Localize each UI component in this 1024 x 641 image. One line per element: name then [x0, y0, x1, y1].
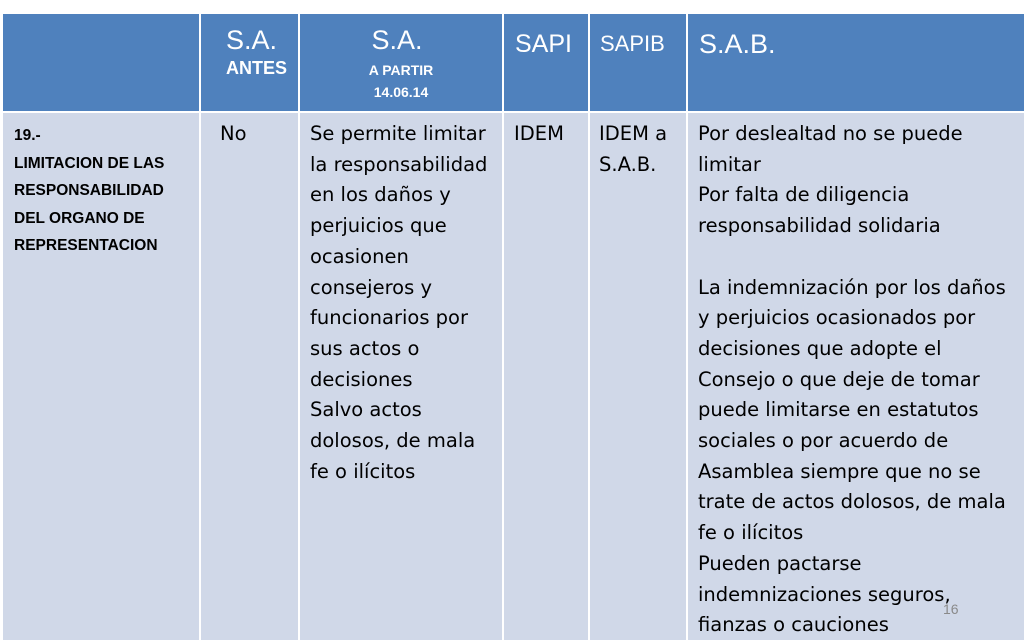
header-sa-a-partir-sub2: 14.06.14 — [373, 84, 429, 100]
cell-sapi-text: IDEM — [514, 122, 564, 145]
header-sab-title: S.A.B. — [699, 29, 776, 59]
header-sa-a-partir-title: S.A. — [371, 25, 423, 55]
cell-sa-antes — [201, 113, 298, 640]
header-sapib — [590, 14, 686, 111]
header-cell-blank — [3, 14, 199, 111]
header-sapi — [504, 14, 588, 111]
header-sa-antes-sub: ANTES — [226, 58, 288, 78]
header-sapib-title: SAPIB — [600, 31, 665, 56]
row-label-cell — [3, 113, 199, 640]
header-sa-antes — [201, 14, 298, 111]
header-sa-antes-title: S.A. — [226, 25, 278, 55]
header-sa-a-partir-sub1: A PARTIR — [368, 62, 434, 78]
cell-sapib — [590, 113, 686, 640]
cell-sa-antes-text: No — [220, 122, 247, 145]
cell-sa-a-partir-text: Se permite limitar la responsabilidad en los daños y perjuicios que ocasionen consejeros y funcionarios por sus actos o decisiones Salvo actos dolosos, de mala fe o ilícitos — [310, 122, 488, 483]
cell-sapib-text: IDEM a S.A.B. — [599, 122, 668, 176]
cell-sab — [688, 113, 1024, 640]
cell-sapi — [504, 113, 588, 640]
cell-sab-text: Por deslealtad no se puede limitar Por falta de diligencia responsabilidad solidaria La indemnización por los daños y perjuicios ocasionados por decisiones que adopte el Consejo o que deje de tomar puede limitarse en estatutos sociales o por acuerdo de Asamblea siempre que no se trate de actos dolosos, de mala fe o ilícitos Pueden pactarse indemnizaciones seguros, fianzas o cauciones — [698, 122, 1006, 637]
row-label: 19.- LIMITACION DE LAS RESPONSABILIDAD DEL ORGANO DE REPRESENTACION — [14, 127, 165, 254]
header-sa-a-partir — [300, 14, 502, 111]
cell-sa-a-partir — [300, 113, 502, 640]
header-sapi-title: SAPI — [515, 30, 572, 58]
header-sab — [688, 14, 1024, 111]
page-number: 16 — [943, 601, 959, 617]
